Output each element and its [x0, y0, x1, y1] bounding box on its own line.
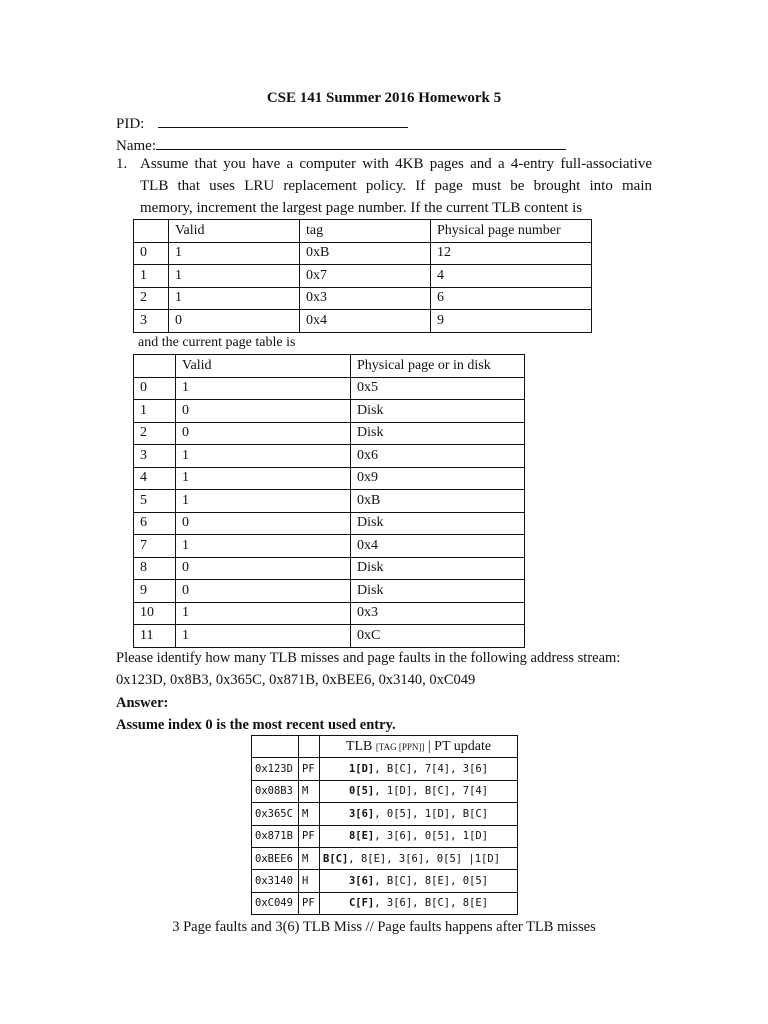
answer-addr: 0x123D: [252, 758, 299, 780]
tlb-tag: 0xB: [300, 242, 431, 265]
table-row: [134, 445, 525, 468]
name-label: Name:: [116, 138, 156, 154]
pt-index: 3: [134, 445, 176, 468]
tlb-index: 1: [134, 265, 169, 288]
tlb-valid: 1: [169, 287, 300, 310]
pt-index: 0: [134, 377, 176, 400]
pt-valid: 1: [176, 602, 351, 625]
table-row: [134, 490, 525, 513]
table-row: [134, 422, 525, 445]
answer-tlb: [320, 847, 518, 869]
pt-index: 4: [134, 467, 176, 490]
answer-type: M: [299, 780, 320, 802]
page-table: [133, 354, 525, 648]
table-row: [252, 892, 518, 914]
tlb-index: 0: [134, 242, 169, 265]
pid-field: [116, 112, 408, 133]
answer-addr: 0xBEE6: [252, 847, 299, 869]
tlb-ppn: 9: [431, 310, 592, 333]
tlb-valid: 1: [169, 242, 300, 265]
answer-tlb: [320, 803, 518, 825]
pt-valid: 0: [176, 400, 351, 423]
answer-type: PF: [299, 892, 320, 914]
pt-index: 6: [134, 512, 176, 535]
answer-addr: 0x08B3: [252, 780, 299, 802]
answer-new-entry: 0[5]: [348, 785, 375, 798]
table-row: [134, 625, 525, 648]
table-row: [134, 265, 592, 288]
answer-type: H: [299, 870, 320, 892]
assume-line: Assume index 0 is the most recent used entry.: [116, 717, 396, 733]
answer-addr: 0x365C: [252, 803, 299, 825]
answer-type: PF: [299, 825, 320, 847]
pt-index: 9: [134, 580, 176, 603]
answer-header-addr: [252, 736, 299, 758]
pt-valid: 0: [176, 580, 351, 603]
tlb-index: 2: [134, 287, 169, 310]
pt-location: Disk: [351, 400, 525, 423]
table-row: [134, 467, 525, 490]
table-row: [252, 870, 518, 892]
answer-new-entry: B[C]: [323, 852, 349, 865]
answer-type: PF: [299, 758, 320, 780]
question-line-1: Assume that you have a computer with 4KB pages and a 4-entry full-associative: [140, 156, 652, 172]
pt-location: 0x3: [351, 602, 525, 625]
pid-label: PID:: [116, 116, 145, 132]
pt-valid: 0: [176, 557, 351, 580]
pid-blank: [158, 112, 408, 128]
pt-valid: 1: [176, 625, 351, 648]
table-row: [252, 758, 518, 780]
pt-header-row: [134, 355, 525, 378]
pt-valid: 1: [176, 377, 351, 400]
page-title: CSE 141 Summer 2016 Homework 5: [266, 90, 502, 106]
answer-table: [251, 735, 518, 915]
tlb-ppn: 6: [431, 287, 592, 310]
pt-index: 1: [134, 400, 176, 423]
answer-rest: , 3[6], 0[5], 1[D]: [374, 830, 489, 843]
pt-index: 8: [134, 557, 176, 580]
table-row: [252, 847, 518, 869]
tlb-valid: 0: [169, 310, 300, 333]
answer-tlb: [320, 758, 518, 780]
table-row: [134, 512, 525, 535]
table-row: [134, 602, 525, 625]
tlb-valid: 1: [169, 265, 300, 288]
name-field: [116, 134, 566, 155]
answer-tlb: [320, 892, 518, 914]
answer-addr: 0x3140: [252, 870, 299, 892]
question-stream-prompt: Please identify how many TLB misses and page faults in the following address stream:: [116, 650, 621, 666]
table-row: [134, 377, 525, 400]
pt-valid: 1: [176, 467, 351, 490]
answer-new-entry: 3[6]: [348, 807, 375, 820]
pt-header-ppn: Physical page or in disk: [351, 355, 525, 378]
table-row: [134, 535, 525, 558]
tlb-header-valid: Valid: [169, 220, 300, 243]
question-line-2: TLB that uses LRU replacement policy. If page must be brought into main: [140, 178, 652, 194]
pt-location: Disk: [351, 422, 525, 445]
tlb-header-index: [134, 220, 169, 243]
pt-location: 0x5: [351, 377, 525, 400]
page-table-intro: and the current page table is: [138, 335, 296, 350]
pt-valid: 1: [176, 490, 351, 513]
answer-label: Answer:: [116, 695, 169, 711]
answer-header-small: [TAG [PPN]]: [375, 741, 425, 752]
answer-summary: 3 Page faults and 3(6) TLB Miss // Page faults happens after TLB misses: [172, 919, 596, 935]
answer-rest: , B[C], 7[4], 3[6]: [374, 763, 489, 776]
table-row: [134, 580, 525, 603]
pt-index: 2: [134, 422, 176, 445]
answer-rest: , 3[6], B[C], 8[E]: [374, 897, 489, 910]
pt-index: 7: [134, 535, 176, 558]
answer-header-main: TLB: [345, 738, 373, 754]
table-row: [134, 287, 592, 310]
answer-type: M: [299, 847, 320, 869]
tlb-ppn: 12: [431, 242, 592, 265]
table-row: [134, 310, 592, 333]
tlb-header-row: [134, 220, 592, 243]
address-stream: 0x123D, 0x8B3, 0x365C, 0x871B, 0xBEE6, 0x3140, 0xC049: [116, 672, 476, 688]
tlb-ppn: 4: [431, 265, 592, 288]
name-blank: [156, 134, 566, 150]
answer-header-row: [252, 736, 518, 758]
answer-new-entry: 1[D]: [348, 763, 375, 776]
answer-header-rest: | PT update: [427, 738, 492, 754]
pt-location: Disk: [351, 557, 525, 580]
pt-location: Disk: [351, 580, 525, 603]
answer-rest: , 1[D], B[C], 7[4]: [374, 785, 489, 798]
pt-index: 10: [134, 602, 176, 625]
pt-valid: 0: [176, 422, 351, 445]
answer-new-entry: C[F]: [348, 897, 375, 910]
answer-header-type: [299, 736, 320, 758]
answer-addr: 0xC049: [252, 892, 299, 914]
answer-tlb: [320, 870, 518, 892]
table-row: [134, 400, 525, 423]
tlb-tag: 0x4: [300, 310, 431, 333]
answer-rest: , B[C], 8[E], 0[5]: [374, 875, 489, 888]
answer-tlb: [320, 780, 518, 802]
question-number: 1.: [116, 156, 128, 172]
tlb-tag: 0x7: [300, 265, 431, 288]
table-row: [134, 242, 592, 265]
pt-header-index: [134, 355, 176, 378]
tlb-index: 3: [134, 310, 169, 333]
answer-type: M: [299, 803, 320, 825]
table-row: [252, 803, 518, 825]
pt-index: 5: [134, 490, 176, 513]
pt-location: Disk: [351, 512, 525, 535]
tlb-tag: 0x3: [300, 287, 431, 310]
pt-valid: 1: [176, 445, 351, 468]
pt-valid: 0: [176, 512, 351, 535]
pt-valid: 1: [176, 535, 351, 558]
pt-index: 11: [134, 625, 176, 648]
table-row: [252, 780, 518, 802]
answer-rest: , 8[E], 3[6], 0[5] |1[D]: [348, 852, 501, 865]
answer-new-entry: 8[E]: [348, 830, 375, 843]
pt-location: 0x6: [351, 445, 525, 468]
table-row: [134, 557, 525, 580]
tlb-table: [133, 219, 592, 333]
answer-header-tlb: [320, 736, 518, 758]
answer-new-entry: 3[6]: [348, 875, 375, 888]
question-line-3: memory, increment the largest page number. If the current TLB content is: [140, 200, 583, 216]
pt-location: 0xC: [351, 625, 525, 648]
tlb-header-ppn: Physical page number: [431, 220, 592, 243]
answer-rest: , 0[5], 1[D], B[C]: [374, 807, 489, 820]
answer-addr: 0x871B: [252, 825, 299, 847]
pt-location: 0x9: [351, 467, 525, 490]
pt-location: 0x4: [351, 535, 525, 558]
pt-location: 0xB: [351, 490, 525, 513]
table-row: [252, 825, 518, 847]
tlb-header-tag: tag: [300, 220, 431, 243]
pt-header-valid: Valid: [176, 355, 351, 378]
answer-tlb: [320, 825, 518, 847]
